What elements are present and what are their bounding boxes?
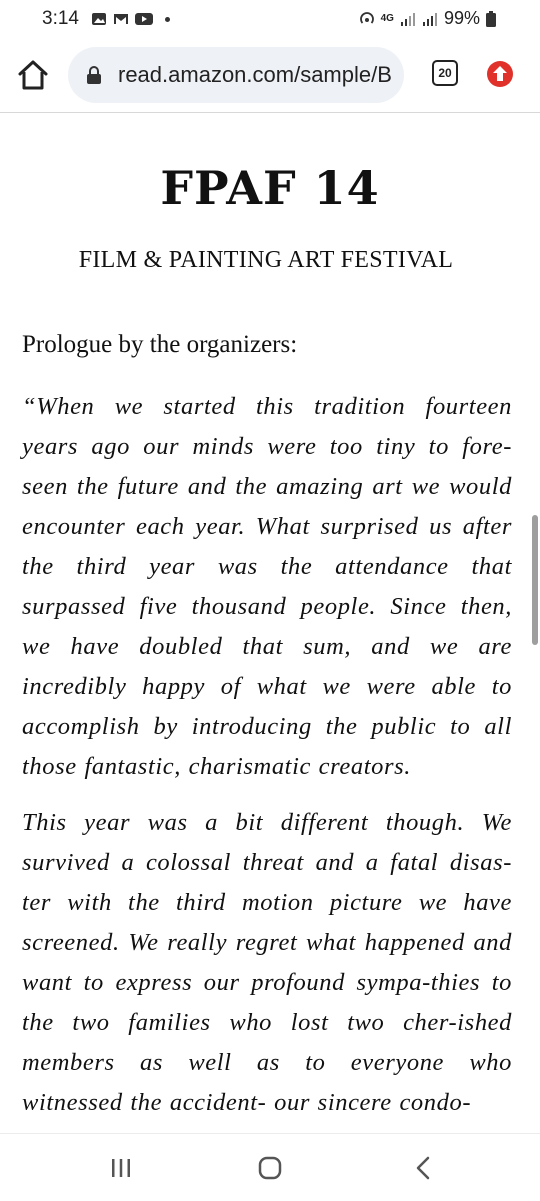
gallery-icon xyxy=(91,11,107,27)
battery-percent: 99% xyxy=(443,8,480,28)
hotspot-icon xyxy=(359,11,375,27)
battery-icon xyxy=(486,11,496,27)
network-type: 4G xyxy=(380,12,394,24)
navigation-bar xyxy=(0,1133,540,1201)
address-bar[interactable] xyxy=(68,47,404,103)
paragraph-1: “When we started this tradition fourteen years ago our minds were too tiny to fore-seen the future and the amazing art we would encounter each year. What surprised us after the third year was the attendance that surpassed five thousand people. Since then, we have doubled that sum, and we are incredibly happy of what we were able to accomplish by introducing the public to all those fantastic, charismatic creators. xyxy=(22,393,512,780)
browser-toolbar xyxy=(0,40,540,113)
youtube-icon xyxy=(135,11,153,27)
status-bar xyxy=(0,0,540,40)
gmail-icon xyxy=(113,11,129,27)
signal-icon-2 xyxy=(422,11,438,27)
status-time: 3:14 xyxy=(42,8,79,29)
book-subtitle: FILM & PAINTING ART FESTIVAL xyxy=(78,247,454,273)
reader-content[interactable] xyxy=(0,113,540,1133)
tab-switcher-button[interactable]: 20 xyxy=(432,60,458,86)
signal-icon xyxy=(400,11,416,27)
notification-dot xyxy=(165,17,170,22)
lock-icon xyxy=(86,66,102,84)
home-nav-icon[interactable] xyxy=(255,1154,285,1182)
update-arrow-icon[interactable] xyxy=(486,60,514,88)
url-text[interactable]: read.amazon.com/sample/B xyxy=(118,62,392,87)
scrollbar-thumb[interactable] xyxy=(532,515,538,645)
status-right xyxy=(359,8,496,29)
status-left xyxy=(42,8,170,30)
book-title: FPAF 14 xyxy=(160,161,380,215)
home-icon[interactable] xyxy=(16,58,50,92)
back-icon[interactable] xyxy=(408,1154,438,1182)
paragraph-2: This year was a bit different though. We survived a colossal threat and a fatal disas-ter with the third motion picture we have screened. We really regret what happened and want to express our profound sympa-thies to the two families who lost two cher-ished members as well as to everyone who witnessed the accident- our sincere condo- xyxy=(22,809,512,1116)
recent-apps-icon[interactable] xyxy=(106,1154,136,1182)
prologue-heading: Prologue by the organizers: xyxy=(22,331,298,358)
